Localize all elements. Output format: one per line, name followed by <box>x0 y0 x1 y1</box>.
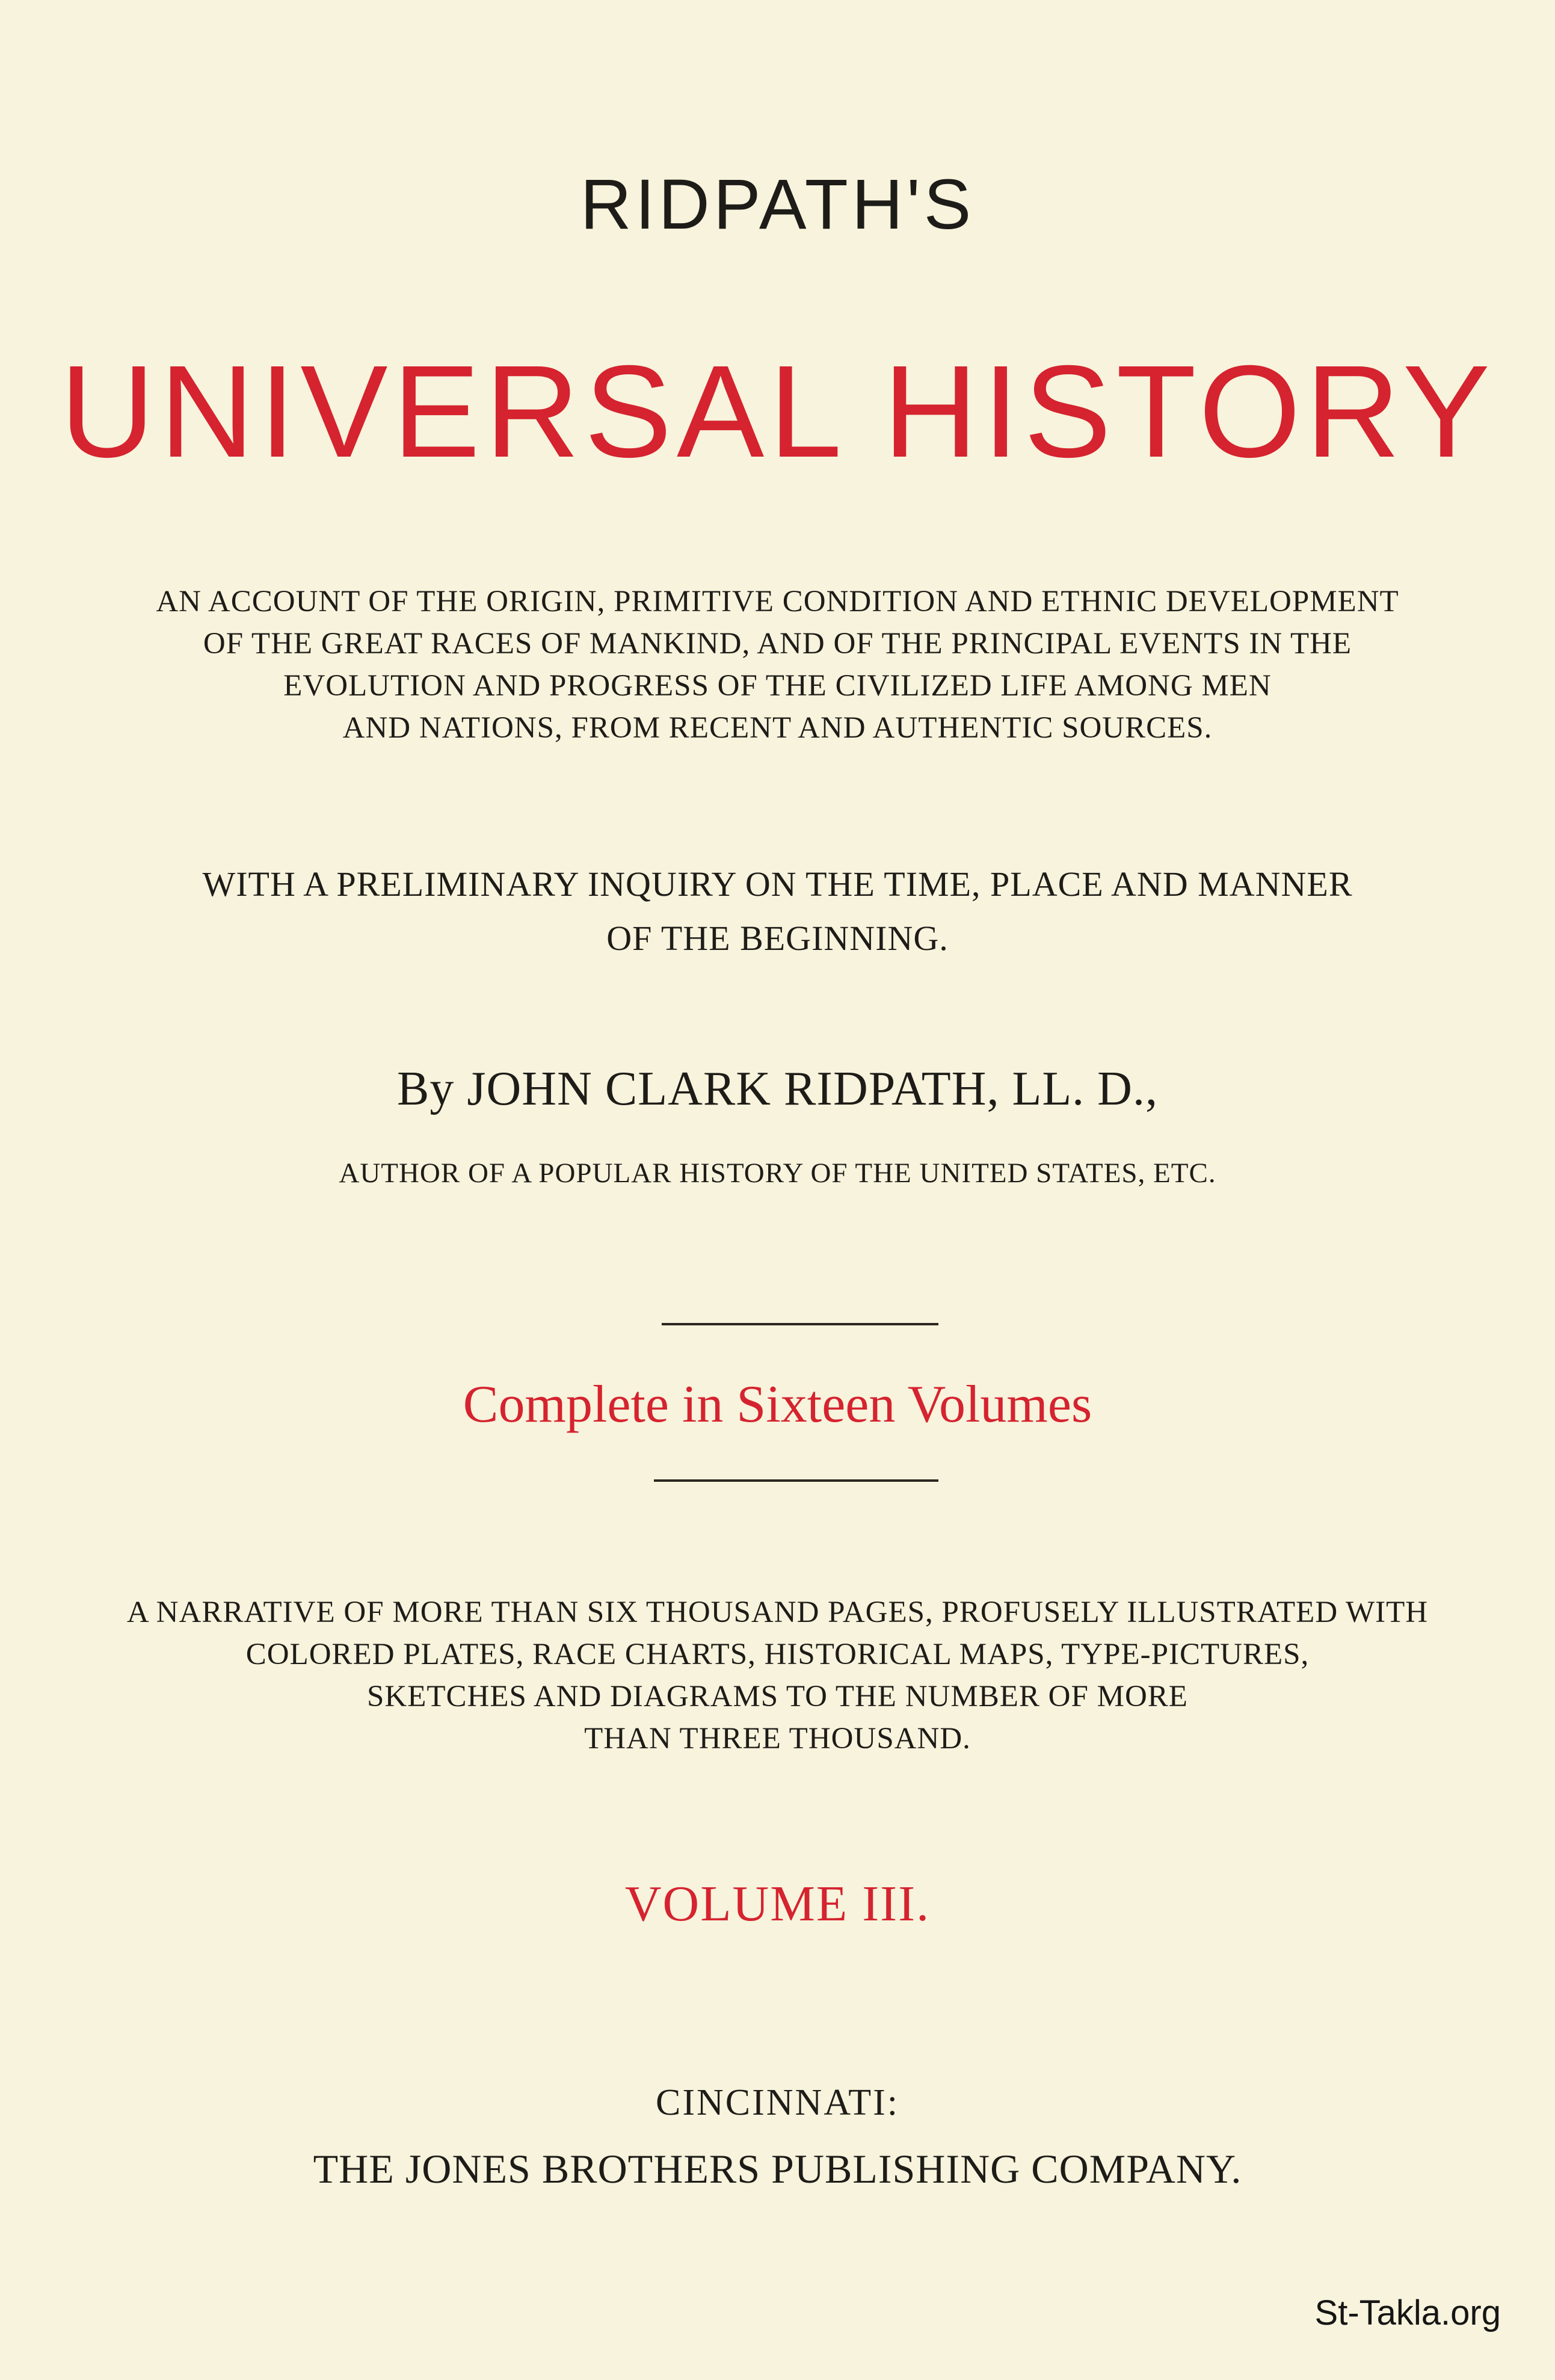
preliminary-line: OF THE BEGINNING. <box>606 919 949 958</box>
subtitle-paragraph <box>0 581 1555 749</box>
volumes-note-text: Complete in Sixteen Volumes <box>463 1375 1092 1434</box>
publisher-text: THE JONES BROTHERS PUBLISHING COMPANY. <box>313 2146 1242 2192</box>
narrative-line: A NARRATIVE OF MORE THAN SIX THOUSAND PAGES, PROFUSELY ILLUSTRATED WITH <box>126 1595 1429 1629</box>
series-name <box>0 162 1555 247</box>
narrative-line: COLORED PLATES, RACE CHARTS, HISTORICAL MAPS, TYPE-PICTURES, <box>245 1638 1310 1671</box>
divider-rule-bottom <box>654 1479 938 1482</box>
subtitle-line: EVOLUTION AND PROGRESS OF THE CIVILIZED LIFE AMONG MEN <box>283 669 1272 703</box>
narrative-line: THAN THREE THOUSAND. <box>584 1722 971 1756</box>
author-credit-text: AUTHOR OF A POPULAR HISTORY OF THE UNITED STATES, ETC. <box>339 1158 1216 1189</box>
divider-rule-top <box>662 1323 938 1325</box>
author-name: By JOHN CLARK RIDPATH, LL. D., <box>397 1062 1158 1115</box>
series-name-text: RIDPATH'S <box>580 165 975 244</box>
publication-city-text: CINCINNATI: <box>656 2082 899 2123</box>
volumes-note <box>0 1369 1555 1441</box>
preliminary-line: WITH A PRELIMINARY INQUIRY ON THE TIME, PLACE AND MANNER <box>202 865 1353 904</box>
narrative-line: SKETCHES AND DIAGRAMS TO THE NUMBER OF MORE <box>367 1680 1188 1713</box>
publication-city <box>0 2079 1555 2127</box>
volume-number-text: VOLUME III. <box>624 1876 931 1932</box>
main-title <box>0 337 1555 487</box>
publisher <box>0 2142 1555 2196</box>
author-credit <box>0 1152 1555 1194</box>
subtitle-line: OF THE GREAT RACES OF MANKIND, AND OF THE PRINCIPAL EVENTS IN THE <box>203 627 1352 661</box>
volume-number <box>0 1874 1555 1934</box>
preliminary-inquiry <box>0 857 1555 966</box>
author-byline <box>0 1059 1555 1119</box>
narrative-paragraph <box>0 1591 1555 1760</box>
watermark: St-Takla.org <box>1314 2293 1501 2332</box>
subtitle-line: AN ACCOUNT OF THE ORIGIN, PRIMITIVE CONDITION AND ETHNIC DEVELOPMENT <box>156 585 1399 618</box>
subtitle-line: AND NATIONS, FROM RECENT AND AUTHENTIC SOURCES. <box>342 711 1213 745</box>
main-title-text: UNIVERSAL HISTORY <box>60 339 1495 485</box>
